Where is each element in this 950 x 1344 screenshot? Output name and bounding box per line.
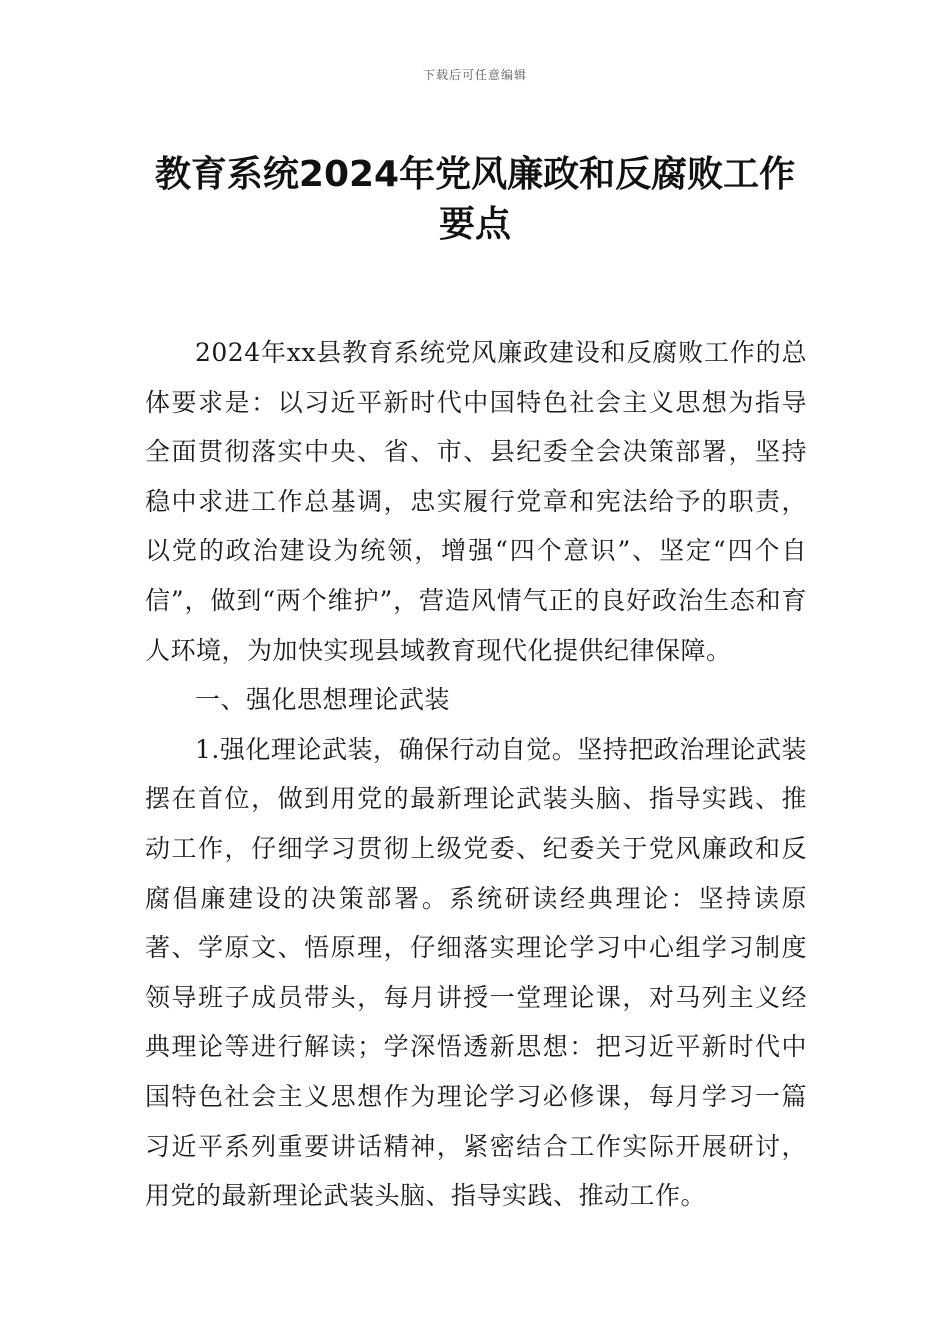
document-title: 教育系统2024年党风廉政和反腐败工作要点 — [154, 154, 796, 245]
document-body — [145, 328, 807, 1221]
header-note: 下载后可任意编辑 — [422, 68, 527, 82]
paragraph-theory-armament: 1.强化理论武装，确保行动自觉。坚持把政治理论武装摆在首位，做到用党的最新理论武装头脑、指导实践、推动工作，仔细学习贯彻上级党委、纪委关于党风廉政和反腐倡廉建设的决策部署。系统研读经典理论：坚持读原著、学原文、悟原理，仔细落实理论学习中心组学习制度领导班子成员带头，每月讲授一堂理论课，对马列主义经典理论等进行解读；学深悟透新思想：把习近平新时代中国特色社会主义思想作为理论学习必修课，每月学习一篇习近平系列重要讲话精神，紧密结合工作实际开展研讨，用党的最新理论武装头脑、指导实践、推动工作。 — [145, 734, 807, 1211]
paragraph-overall-requirements: 2024年xx县教育系统党风廉政建设和反腐败工作的总体要求是：以习近平新时代中国特色社会主义思想为指导全面贯彻落实中央、省、市、县纪委全会决策部署，坚持稳中求进工作总基调，忠实履行党章和宪法给予的职责，以党的政治建设为统领，增强“四个意识”、坚定“四个自信”，做到“两个维护”，营造风情气正的良好政治生态和育人环境，为加快实现县域教育现代化提供纪律保障。 — [145, 338, 807, 665]
section-heading-1: 一、强化思想理论武装 — [195, 685, 451, 715]
